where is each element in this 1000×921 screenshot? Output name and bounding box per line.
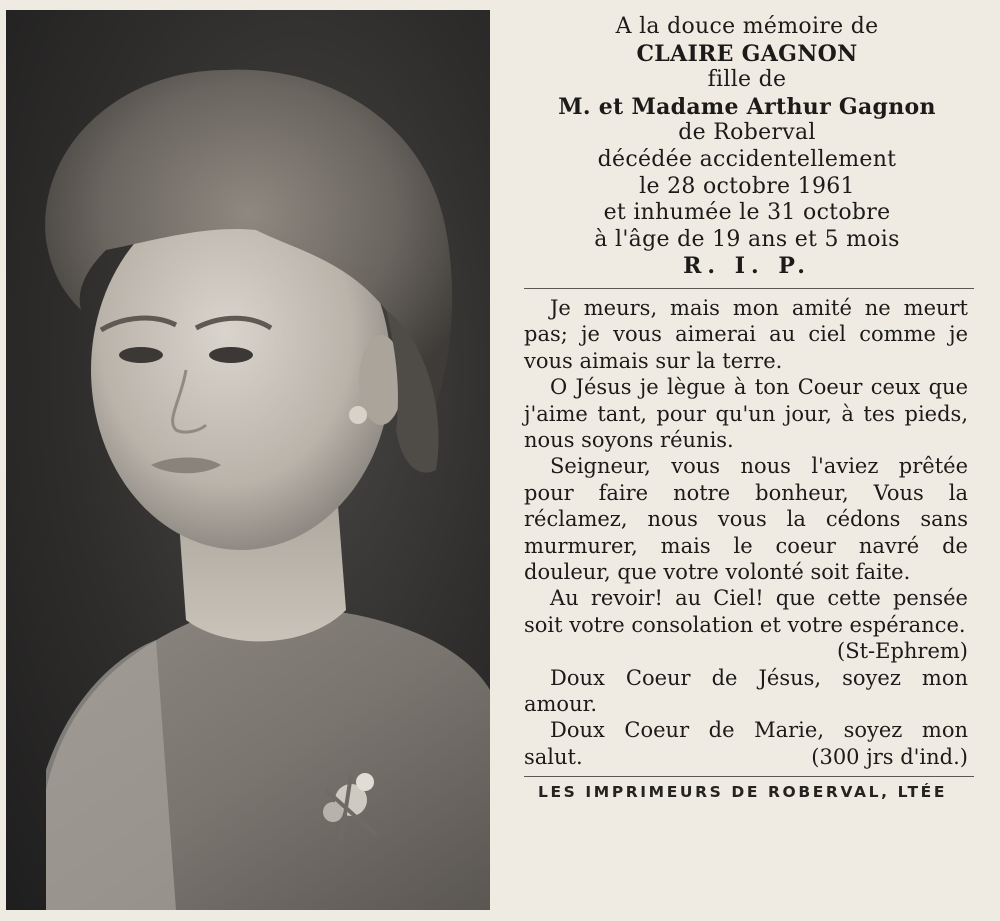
prayer-paragraph: Seigneur, vous nous l'aviez prêtée pour faire notre bonheur, Vous la réclamez, nous vous la cédons sans murmurer, mais le coeur navré de douleur, que votre volonté soit faite. bbox=[524, 454, 968, 584]
prayer-paragraph-text: Au revoir! au Ciel! que cette pensée soit votre consolation et votre espérance. bbox=[524, 586, 968, 637]
age-line: à l'âge de 19 ans et 5 mois bbox=[594, 226, 900, 252]
prayer-paragraph: Doux Coeur de Jésus, soyez mon amour. bbox=[524, 665, 968, 717]
dedication-heading bbox=[512, 14, 982, 280]
death-date-line: le 28 octobre 1961 bbox=[639, 173, 855, 199]
deceased-name: CLAIRE GAGNON bbox=[636, 40, 858, 67]
prayer-paragraph bbox=[524, 585, 968, 664]
hometown-line: de Roberval bbox=[678, 120, 816, 146]
dedication-line: A la douce mémoire de bbox=[615, 14, 879, 39]
prayer-paragraph: O Jésus je lègue à ton Coeur ceux que j'aime tant, pour qu'un jour, à tes pieds, nous soyons réunis. bbox=[524, 375, 968, 452]
portrait-photo bbox=[6, 10, 490, 910]
prayer-source: (St-Ephrem) bbox=[837, 639, 968, 664]
burial-date-line: et inhumée le 31 octobre bbox=[603, 200, 891, 226]
divider bbox=[524, 776, 974, 777]
prayer-text bbox=[512, 295, 982, 770]
memorial-text bbox=[512, 14, 982, 801]
divider bbox=[524, 288, 974, 289]
indulgence-note: (300 jrs d'ind.) bbox=[811, 744, 968, 769]
parents-name: M. et Madame Arthur Gagnon bbox=[558, 93, 936, 120]
rip-line: R. I. P. bbox=[683, 253, 811, 280]
prayer-paragraph-text: Doux Coeur de Marie, soyez mon salut. bbox=[524, 718, 968, 769]
portrait-illustration bbox=[6, 10, 490, 910]
death-cause-line: décédée accidentellement bbox=[597, 146, 897, 172]
relation-line: fille de bbox=[707, 67, 787, 93]
printer-credit: LES IMPRIMEURS DE ROBERVAL, LTÉE bbox=[538, 783, 948, 802]
prayer-paragraph: Je meurs, mais mon amité ne meurt pas; je vous aimerai au ciel comme je vous aimais sur la terre. bbox=[524, 295, 968, 373]
prayer-paragraph bbox=[524, 717, 968, 770]
